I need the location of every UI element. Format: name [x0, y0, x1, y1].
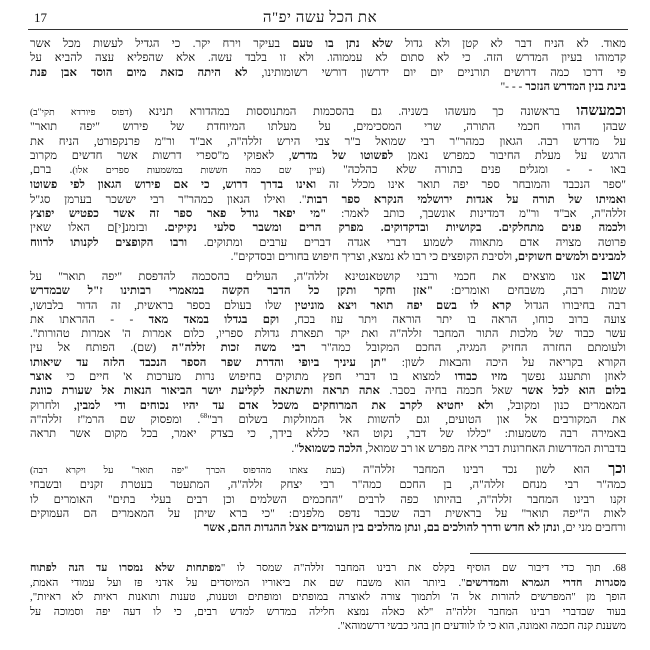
- text-run: פרוטה מצויה אדם מתאווה לשמוע דברי אגדה דברים ערבים ומתוקים.: [187, 236, 627, 249]
- text-line: [30, 207, 626, 221]
- text-run: באמירה רבה משמעות: "כללו של דבר, נקוט האי כללא בידך, כי בצדק יאמר, בכל מקום אשר תראה: [30, 428, 626, 441]
- text-line: [30, 384, 626, 398]
- text-run: בראשונה כך מעשהו בשניה. גם בהסכמות המתנוססות במהדורא תנינא: [131, 106, 577, 118]
- bold-text: קרא לו בשם יפה תואר ויצא מוניטין: [294, 299, 512, 312]
- lead-word: וכמעשהו: [576, 103, 626, 119]
- text-run: בעוד שבדברי רבינו המחבר זללה"ה "לא כאלה נמצא חלילה במדרש למדש רבים, כי לו דעה יפה וסמוכה על: [30, 605, 626, 618]
- lead-word: ושוב: [601, 268, 626, 284]
- text-run: צועה ברוב כוחו, הראה בו יתר הוראה ויתר עוז בכח,: [279, 313, 626, 326]
- text-line: [30, 149, 626, 163]
- text-line: [30, 493, 626, 507]
- text-run: ולחרוק: [30, 399, 74, 412]
- text-line: [30, 605, 626, 620]
- footnote-separator: [470, 553, 626, 554]
- bold-text: ולכמה פנים מתחלקים. בקושיות ובדקדוקים. מפרק הרים ומשבר סלעי נקיקים.: [164, 222, 626, 235]
- text-run: פי דרכו כמה דרושים תורניים יום יום ידרשון דורשי רשומותינו,: [247, 66, 626, 79]
- text-run: שלו בעולם בספר בראשית, זה הדור בלבושו,: [30, 299, 295, 312]
- text-line: [30, 341, 626, 355]
- text-run: ורחבים מני ים,: [559, 522, 626, 535]
- bold-text: רבי משה זכות זללה"ה: [171, 342, 306, 355]
- text-run: כמה"ר רבי מנחם זללה"ה, בן החכם כמה"ר רבי יצחק זללה"ה, המתעטר בעטרת זקנים ובשבחי: [30, 479, 626, 492]
- text-line: [30, 250, 626, 264]
- text-line: [30, 590, 626, 605]
- bold-text: "אזן וחקר ותקן כל הדבר הקשה במאמרי רבותינו ז"ל שבמדרש: [30, 285, 434, 298]
- text-line: [30, 193, 626, 207]
- text-run: ולעומתם החזרה החזיק המגיה, החכם המקובל כמה"ר: [305, 342, 626, 355]
- text-run: משענת קנה חכמה ואמונה, הוא כי לו לוודעים חן בהגי כבשי דרשמוהא".: [337, 620, 626, 632]
- text-line: [30, 561, 626, 576]
- text-line: [30, 370, 626, 384]
- text-line: [30, 521, 626, 535]
- text-run: הקורא בקריאה על היכה והבאות לשון:: [387, 356, 626, 369]
- footnote: [30, 561, 626, 634]
- text-line: [30, 442, 626, 456]
- paragraph: [30, 270, 626, 456]
- text-line: [30, 313, 626, 327]
- text-run: רבה בחיבורו הגדול: [511, 299, 626, 312]
- citation-text: (דפוס פיורדא תקי"ב): [30, 108, 132, 118]
- text-run: לאוזן ותתענג נפשך: [507, 371, 626, 384]
- text-line: [30, 270, 626, 284]
- text-run: זללה"ה, אב"ד ור"מ דמדינות אונשבך, כותב לאמר:: [326, 208, 627, 221]
- paragraph: [30, 37, 626, 94]
- text-run: שאל חכמה בחיה בסבר.: [379, 385, 522, 398]
- text-line: [30, 163, 626, 178]
- bold-text: מפתחות שלא נמסרו עד הנה לפתוח: [30, 562, 221, 574]
- bold-text: "מי יפאר גודל פאר ספר זה אשר כפטיש יפוצץ: [30, 208, 327, 221]
- text-run: - - -": [500, 80, 526, 93]
- text-run: הופך מן "המפרשים להורות אל ה' ולתמוך צורה לאוצרה במופתים ומופתים וטענות, טענות ותואנות ראיות לא ראיות",: [30, 591, 626, 603]
- text-run: - - ההראתו את: [30, 313, 149, 326]
- text-run: המאמרים כנון ומקובל,: [493, 399, 626, 412]
- text-line: [30, 399, 626, 413]
- text-run: שמות רבה, משבחים ואומרים:: [433, 285, 626, 298]
- footnote-ref: 68: [200, 413, 208, 421]
- bold-text: הלכה כשמואל: [298, 442, 363, 455]
- running-header-title: את הכל עשה יפ"ה: [262, 10, 378, 26]
- text-run: ". ביותר הוא משבח שם את ביאוריו המיוסדים על אדני פז ועל עמודי האמת,: [30, 576, 466, 589]
- page-number: 17: [34, 10, 47, 25]
- text-line: [30, 66, 626, 80]
- text-line: [30, 463, 626, 478]
- text-line: [30, 120, 626, 134]
- citation-text: (עיין שם כמה חששות במשמעות ספרים אלו): [72, 166, 325, 177]
- paragraph: [30, 463, 626, 535]
- text-run: באו - - ומגלים פנים בתורה שלא כהלכה": [324, 164, 626, 177]
- text-run: לאות ה"יפה תואר" על בראשית רבה שכבר נדפס מלפנים: "כי ברא שיתן על המאמרים הם העמוקים: [30, 507, 626, 520]
- bold-text: מסגרות חדרי הגמרא והמדרשים: [465, 576, 626, 589]
- text-line: [30, 135, 626, 149]
- bold-text: לפשוטו של מדרש: [291, 149, 394, 162]
- bold-text: לא היתה כזאת מיום הוסד אבן פנת: [30, 66, 248, 79]
- text-line: [30, 478, 626, 492]
- bold-text: ולא יחטיא לקרב את המרוחקים משכל אדם עד יהיו נכוחים ודי למבין,: [73, 399, 494, 412]
- text-line: [30, 236, 626, 250]
- text-run: הוא לשון נכד רבינו המחבר זללה"ה: [344, 464, 609, 476]
- text-line: [30, 178, 626, 192]
- text-line: [30, 576, 626, 591]
- bold-text: שלא נתן בו טעם: [292, 38, 393, 50]
- text-line: [30, 356, 626, 370]
- text-run: מאוד. לא הניח דבר לא קטן ולא גדול: [392, 38, 626, 50]
- bold-text: ואמיתו של תורה על אגדות ירושלמי הנקרא ספר רבות: [306, 193, 626, 206]
- text-line: [30, 221, 626, 235]
- text-run: קדמוהו בעיון המדרש הזה. כי לא סתום לא עממוהו. ולא זו בלבד עשה. אלא שהפליא עצה להביא על: [30, 52, 626, 65]
- text-line: [30, 413, 626, 427]
- text-run: ". ואילו הגאון כמהר"ר רבי יששכר בערמן סג"ל: [30, 193, 307, 206]
- bold-text: בינת בנין המדרש הנזכר: [525, 80, 626, 93]
- text-run: ".: [291, 442, 299, 455]
- lead-word: וכך: [608, 461, 626, 477]
- text-line: [30, 37, 626, 51]
- text-run: . ברם,: [30, 164, 73, 177]
- text-line: [30, 105, 626, 120]
- bold-text: בלום הוא לכל אשר: [521, 385, 626, 398]
- text-run: 68. תוך כדי דיבור שם הוסיף בקלס את רבינו המחבר זללה"ה שמסר לו ": [220, 562, 626, 574]
- paragraph: [30, 105, 626, 264]
- text-line: [30, 327, 626, 341]
- text-run: זקנו רבינו המחבר זללה"ה, בהיותו כפה לרבים "החכמים השלמים וכן רבים בעלי בתים" האומרים לו: [30, 493, 626, 506]
- bold-text: ונתן לא חדש ודרך להולכים בם, ונתן מהלכים בין העומדים אצל ההגדות ההם, אשר: [203, 522, 560, 535]
- text-run: את המקורבים אל און הטועים, וגם להשוות אל המוזלקות בשלום רב": [207, 413, 626, 426]
- text-run: אנו מוצאים את חכמי ורבני קושטאנטינא זללה"ה, העולים בהסכמה להדפסת "יפה תואר" על: [30, 271, 602, 283]
- text-run: ובזמנ[י]ם האלו שאין: [30, 222, 165, 235]
- text-line: [30, 619, 626, 634]
- bold-text: ואינו בדרך דרוש, כי אם פירוש הגאון לפי פשוטו: [30, 179, 317, 192]
- text-run: על מדרש רבה. הגאון כמהר"ר רבי שמואל ב"ר צבי הירש זללה"ה, אב"ד ור"מ פרנקפורט, הניח את: [30, 135, 626, 148]
- bold-text: אוצר: [30, 371, 53, 384]
- bold-text: אתה תראה ותשתאה לקליעת יושר הביאור הנאות אל שעורת כוונת: [30, 385, 380, 398]
- text-run: למצוא בו דברי חפץ מתוקים בחיפוש נרות מערכות א' חיים כי: [52, 371, 455, 384]
- text-line: [30, 80, 626, 94]
- text-run: הרגש על מעלת החיבור כמפרש נאמן: [393, 149, 626, 162]
- text-run: (שם). הפותח אל עין: [30, 342, 172, 355]
- bold-text: ורבו הקופצים לקנותו לרווח: [30, 236, 188, 249]
- text-run: בעיקר וירח יקר. כי הגדיל לעשות מכל אשר: [30, 38, 293, 50]
- bold-text: וקם בגדלו במאד מאד: [148, 313, 280, 326]
- text-line: [30, 51, 626, 65]
- bold-text: למבינים ולמשים חשוקים,: [514, 250, 626, 263]
- text-line: [30, 299, 626, 313]
- text-run: ולסיבת הקופצים כי רבו לא נמצא, וצריך חיפוש בחורים ובסדקים".: [230, 250, 515, 263]
- text-run: , לאפוקי מ"ספרי דרשות אשר חדשים מקרוב: [30, 149, 292, 162]
- text-line: [30, 284, 626, 298]
- bold-text: "תן עיניך ביופי והדרת שפר הספר הנכבד הלזה עד שיאותו: [30, 356, 388, 369]
- text-run: "ספר הנכבד והמובחר ספר יפה תואר אינו מכלל זה: [316, 179, 626, 192]
- citation-text: (בעת צאתו מהדפוס הכרך "יפה תואר" על ויקרא רבה): [30, 466, 345, 476]
- text-run: עשר כבוד של מלכות התור המחבר זללה"ה ואת יקר תפארת גדולת ספריו, כלום אמרות ה' אמרות טהורות".: [30, 328, 626, 341]
- text-run: בדברות המדרשות האחרונות דברי איזה מפרש או רב שמואל,: [362, 442, 626, 455]
- text-run: שבהן הודו חכמי התורה, שרי המסכימים, על מעלתו המיוחדת של פירוש "יפה תואר": [30, 121, 626, 134]
- text-run: . ומפסוק שם הרמ"ז זללה"ה: [30, 413, 201, 426]
- text-line: [30, 507, 626, 521]
- bold-text: מזיו כבודו: [454, 371, 508, 384]
- text-line: [30, 427, 626, 441]
- header-rule: [28, 29, 628, 30]
